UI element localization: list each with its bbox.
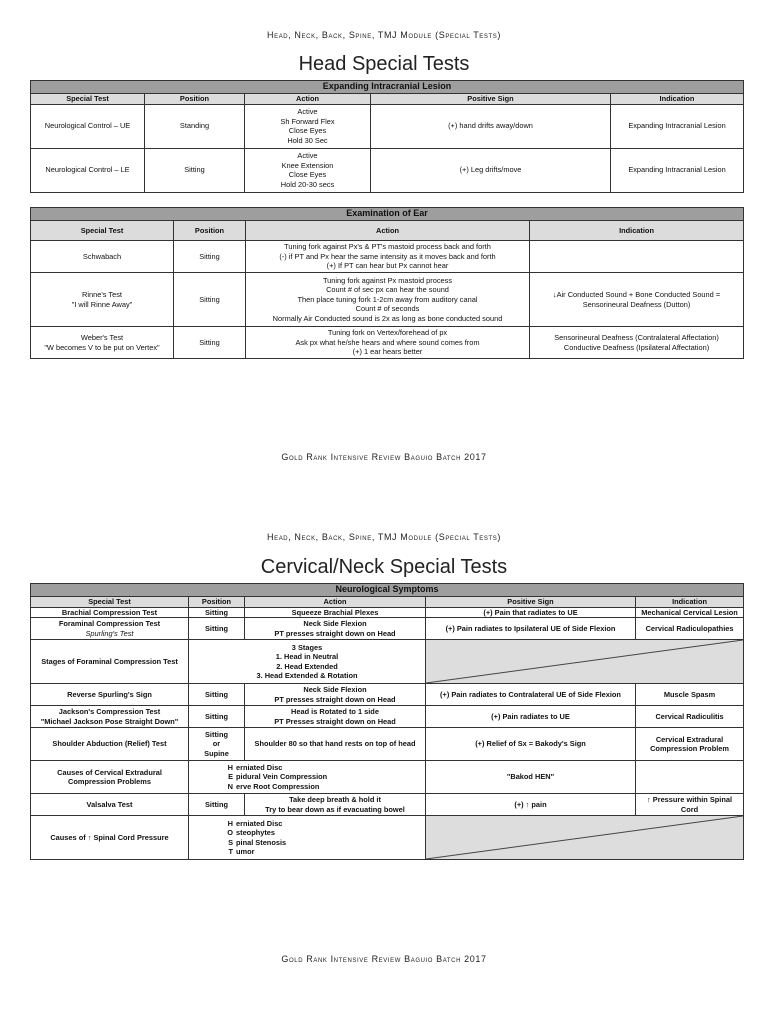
empty-cell (426, 640, 744, 684)
table-row (31, 816, 744, 860)
special-test-cell: Rinne's Test "I will Rinne Away" (31, 273, 174, 327)
column-header: Indication (530, 221, 744, 241)
page-header: Head, Neck, Back, Spine, TMJ Module (Special Tests) (267, 532, 501, 542)
position-cell: Sitting (174, 327, 246, 359)
special-test-cell: Shoulder Abduction (Relief) Test (31, 728, 189, 761)
column-header: Special Test (31, 221, 174, 241)
column-header: Position (145, 94, 245, 105)
table-row (31, 794, 744, 816)
indication-cell: Muscle Spasm (636, 684, 744, 706)
page-footer: Gold Rank Intensive Review Baguio Batch 2017 (281, 452, 487, 462)
expanding-intracranial-lesion-table (30, 80, 744, 193)
mnemonic-cell: H erniated Disc E pidural Vein Compression N erve Root Compression (189, 761, 426, 794)
positive-sign-cell: "Bakod HEN" (426, 761, 636, 794)
position-cell: Sitting (174, 241, 246, 273)
column-header: Special Test (31, 597, 189, 608)
column-header: Position (189, 597, 245, 608)
positive-sign-cell: (+) hand drifts away/down (371, 104, 611, 148)
mnemonic-cell: H erniated Disc O steophytes S pinal Stenosis T umor (189, 816, 426, 860)
position-cell: Sitting (174, 273, 246, 327)
table-row (31, 684, 744, 706)
table-row (31, 640, 744, 684)
action-cell: Active Knee Extension Close Eyes Hold 20-30 secs (245, 148, 371, 192)
positive-sign-cell: (+) Pain that radiates to UE (426, 607, 636, 618)
positive-sign-cell: (+) Relief of Sx = Bakody's Sign (426, 728, 636, 761)
indication-cell: Expanding Intracranial Lesion (611, 148, 744, 192)
action-cell: Tuning fork against Px mastoid process Count # of sec px can hear the sound Then place tuning fork 1-2cm away from auditory canal Count # of seconds Normally Air Conducted sound is 2x as long as bone conducted sound (246, 273, 530, 327)
table-row (31, 273, 744, 327)
column-header: Special Test (31, 94, 145, 105)
position-cell: Sitting (145, 148, 245, 192)
special-test-cell: Weber's Test "W becomes V to be put on Vertex" (31, 327, 174, 359)
special-test-cell: Neurological Control – LE (31, 148, 145, 192)
indication-cell: ↑ Pressure within Spinal Cord (636, 794, 744, 816)
neurological-symptoms-table (30, 583, 744, 860)
positive-sign-cell: (+) Pain radiates to Ipsilateral UE of Side Flexion (426, 618, 636, 640)
column-header: Indication (636, 597, 744, 608)
section-title: Expanding Intracranial Lesion (31, 81, 744, 94)
special-test-cell: Neurological Control – UE (31, 104, 145, 148)
special-test-cell: Valsalva Test (31, 794, 189, 816)
table-row (31, 618, 744, 640)
special-test-cell: Brachial Compression Test (31, 607, 189, 618)
special-test-cell: Jackson's Compression Test "Michael Jackson Pose Straight Down" (31, 706, 189, 728)
table-row (31, 327, 744, 359)
special-test-cell: Stages of Foraminal Compression Test (31, 640, 189, 684)
action-cell: Head is Rotated to 1 side PT Presses straight down on Head (245, 706, 426, 728)
special-test-cell: Foraminal Compression Test Spurling's Test (31, 618, 189, 640)
column-header: Action (246, 221, 530, 241)
section-title: Examination of Ear (31, 208, 744, 221)
action-cell: Neck Side Flexion PT presses straight down on Head (245, 684, 426, 706)
column-header: Action (245, 94, 371, 105)
position-cell: Sitting (189, 684, 245, 706)
table-row (31, 607, 744, 618)
examination-of-ear-table (30, 207, 744, 359)
page-footer: Gold Rank Intensive Review Baguio Batch 2017 (281, 954, 487, 964)
page-title: Head Special Tests (298, 53, 470, 75)
indication-cell: Cervical Radiculopathies (636, 618, 744, 640)
column-header: Position (174, 221, 246, 241)
indication-cell: Cervical Extradural Compression Problem (636, 728, 744, 761)
column-header: Action (245, 597, 426, 608)
page-header: Head, Neck, Back, Spine, TMJ Module (Special Tests) (267, 30, 501, 40)
indication-cell: ↓Air Conducted Sound + Bone Conducted Sound = Sensorineural Deafness (Dutton) (530, 273, 744, 327)
special-test-cell: Reverse Spurling's Sign (31, 684, 189, 706)
empty-cell (426, 816, 744, 860)
indication-cell (530, 241, 744, 273)
positive-sign-cell: (+) Leg drifts/move (371, 148, 611, 192)
indication-cell: Sensorineural Deafness (Contralateral Affectation) Conductive Deafness (Ipsilateral Affectation) (530, 327, 744, 359)
action-cell: Take deep breath & hold it Try to bear down as if evacuating bowel (245, 794, 426, 816)
table-row (31, 761, 744, 794)
column-header: Positive Sign (371, 94, 611, 105)
table-row (31, 148, 744, 192)
table-row (31, 104, 744, 148)
column-header: Positive Sign (426, 597, 636, 608)
action-cell: Tuning fork on Vertex/forehead of px Ask px what he/she hears and where sound comes from (+) 1 ear hears better (246, 327, 530, 359)
positive-sign-cell: (+) ↑ pain (426, 794, 636, 816)
action-cell: Active Sh Forward Flex Close Eyes Hold 30 Sec (245, 104, 371, 148)
position-cell: Sitting or Supine (189, 728, 245, 761)
position-cell: Sitting (189, 706, 245, 728)
action-cell: Tuning fork against Px's & PT's mastoid process back and forth (-) if PT and Px hear the same intensity as it moves back and forth (+) If PT can hear but Px cannot hear (246, 241, 530, 273)
position-cell: Sitting (189, 618, 245, 640)
position-cell: Sitting (189, 794, 245, 816)
position-cell: Sitting (189, 607, 245, 618)
table-row (31, 706, 744, 728)
positive-sign-cell: (+) Pain radiates to Contralateral UE of Side Flexion (426, 684, 636, 706)
action-cell: Neck Side Flexion PT presses straight down on Head (245, 618, 426, 640)
page-title: Cervical/Neck Special Tests (260, 556, 508, 578)
action-cell: Squeeze Brachial Plexes (245, 607, 426, 618)
special-test-cell: Causes of ↑ Spinal Cord Pressure (31, 816, 189, 860)
table-row (31, 241, 744, 273)
indication-cell: Expanding Intracranial Lesion (611, 104, 744, 148)
indication-cell (636, 761, 744, 794)
positive-sign-cell: (+) Pain radiates to UE (426, 706, 636, 728)
indication-cell: Mechanical Cervical Lesion (636, 607, 744, 618)
column-header: Indication (611, 94, 744, 105)
section-title: Neurological Symptoms (31, 584, 744, 597)
table-row (31, 728, 744, 761)
indication-cell: Cervical Radiculitis (636, 706, 744, 728)
special-test-cell: Causes of Cervical Extradural Compression Problems (31, 761, 189, 794)
special-test-cell: Schwabach (31, 241, 174, 273)
action-cell: 3 Stages 1. Head in Neutral 2. Head Extended 3. Head Extended & Rotation (189, 640, 426, 684)
action-cell: Shoulder 80 so that hand rests on top of head (245, 728, 426, 761)
position-cell: Standing (145, 104, 245, 148)
